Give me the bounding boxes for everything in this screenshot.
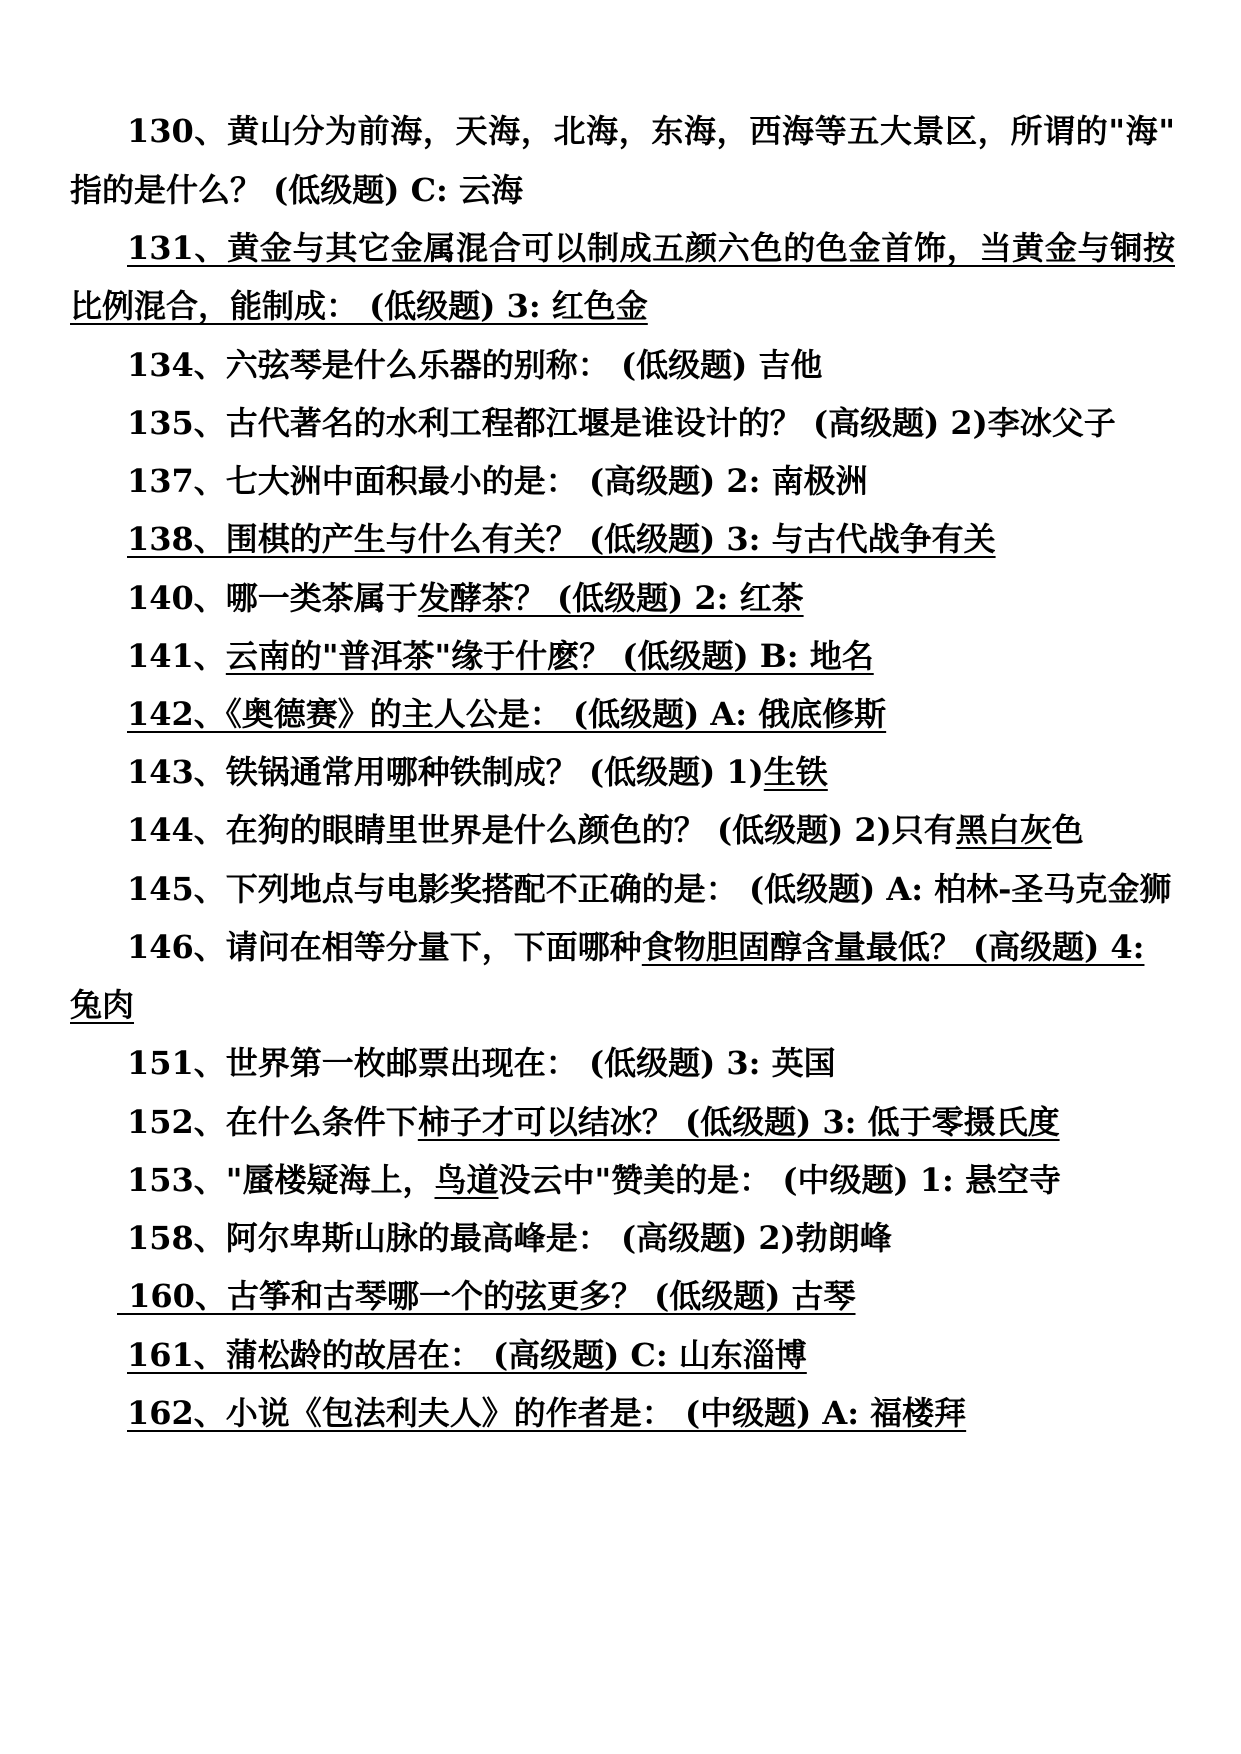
question-142: 142、《奥德赛》的主人公是： (低级题) A: 俄底修斯: [127, 695, 887, 733]
question-153: 153、"蜃楼疑海上，鸟道没云中"赞美的是： (中级题) 1: 悬空寺: [127, 1161, 1061, 1199]
question-131-line-2: 比例混合，能制成： (低级题) 3: 红色金: [70, 287, 648, 325]
question-137: 137、七大洲中面积最小的是： (高级题) 2: 南极洲: [127, 462, 868, 500]
question-134: 134、六弦琴是什么乐器的别称： (低级题) 吉他: [127, 346, 823, 384]
question-141: 141、云南的"普洱茶"缘于什麽？ (低级题) B: 地名: [127, 637, 874, 675]
question-138: 138、围棋的产生与什么有关？ (低级题) 3: 与古代战争有关: [127, 520, 996, 558]
question-158: 158、阿尔卑斯山脉的最高峰是： (高级题) 2)勃朗峰: [127, 1219, 892, 1257]
question-145: 145、下列地点与电影奖搭配不正确的是： (低级题) A: 柏林-圣马克金狮: [127, 870, 1172, 908]
question-144: 144、在狗的眼睛里世界是什么颜色的？ (低级题) 2)只有黑白灰色: [127, 811, 1084, 849]
question-146-line-2: 兔肉: [70, 986, 135, 1024]
question-161: 161、蒲松龄的故居在： (高级题) C: 山东淄博: [127, 1336, 807, 1374]
question-162: 162、小说《包法利夫人》的作者是： (中级题) A: 福楼拜: [127, 1394, 967, 1432]
question-131-line-1: 131、黄金与其它金属混合可以制成五颜六色的色金首饰，当黄金与铜按: [127, 229, 1175, 267]
question-135: 135、古代著名的水利工程都江堰是谁设计的？ (高级题) 2)李冰父子: [127, 404, 1116, 442]
question-130-line-2: 指的是什么？ (低级题) C: 云海: [70, 171, 523, 209]
question-146-line-1: 146、请问在相等分量下，下面哪种食物胆固醇含量最低？ (高级题) 4:: [127, 928, 1145, 966]
question-143: 143、铁锅通常用哪种铁制成？ (低级题) 1)生铁: [127, 753, 828, 791]
question-152: 152、在什么条件下柿子才可以结冰？ (低级题) 3: 低于零摄氏度: [127, 1103, 1060, 1141]
question-160: 160、古筝和古琴哪一个的弦更多？ (低级题) 古琴: [117, 1277, 856, 1315]
question-140: 140、哪一类茶属于发酵茶？ (低级题) 2: 红茶: [127, 579, 804, 617]
question-130-line-1: 130、黄山分为前海，天海，北海，东海，西海等五大景区，所谓的"海": [127, 112, 1175, 150]
question-151: 151、世界第一枚邮票出现在： (低级题) 3: 英国: [127, 1044, 836, 1082]
